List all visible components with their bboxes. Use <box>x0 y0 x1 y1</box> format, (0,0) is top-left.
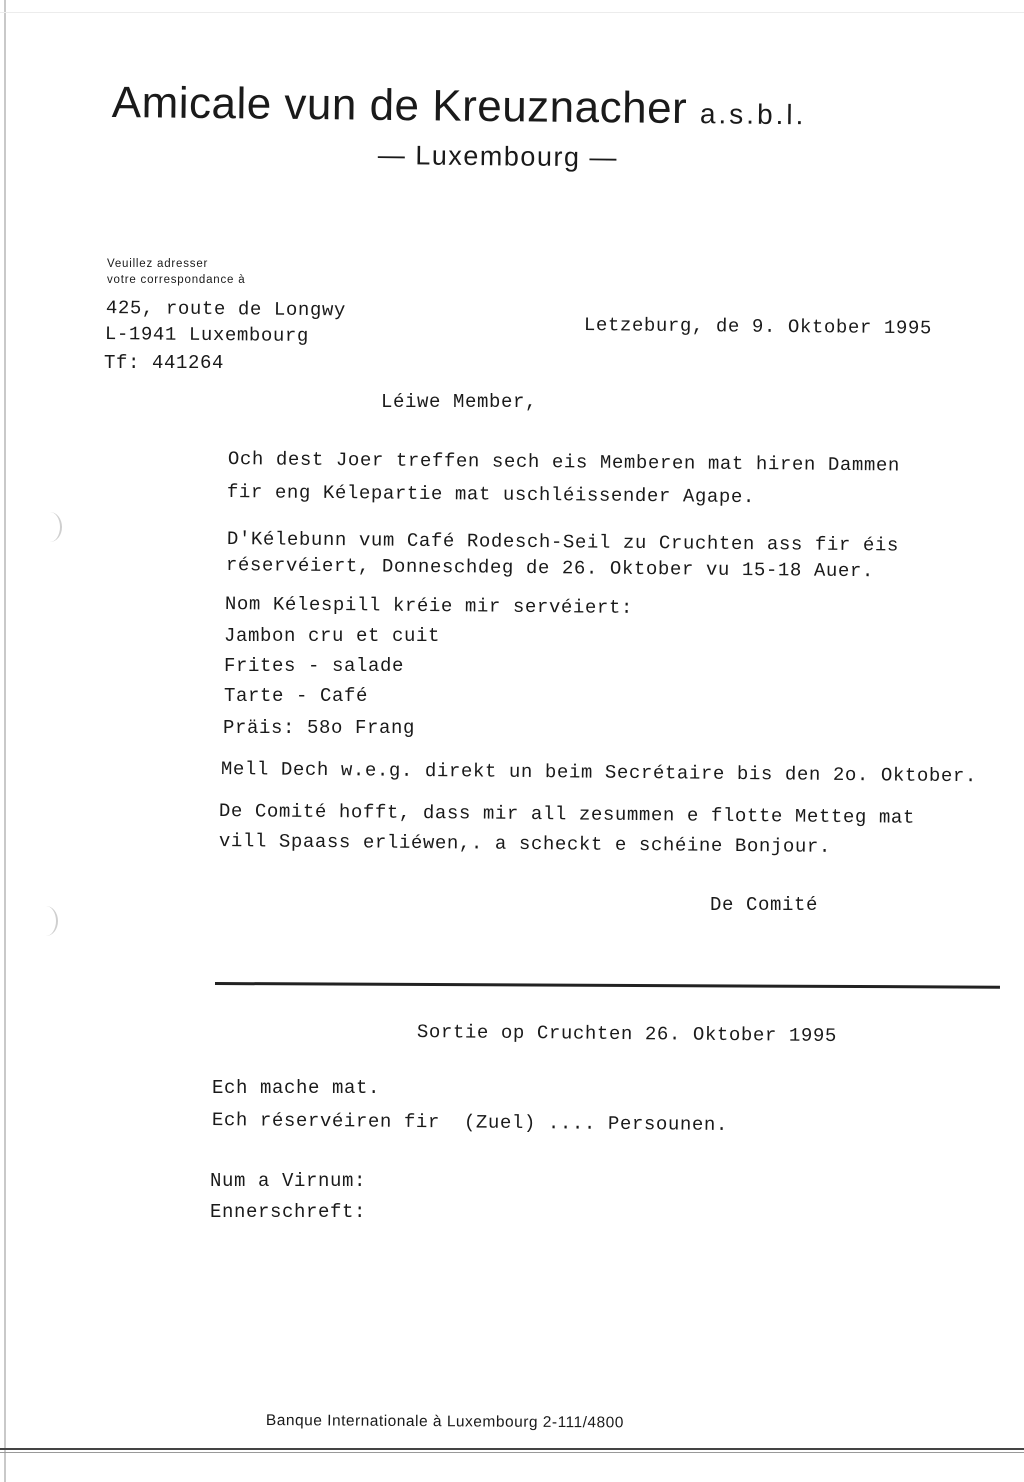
body-line: D'Kélebunn vum Café Rodesch-Seil zu Cruchten ass fir éis <box>226 528 900 557</box>
organization-name: Amicale vun de Kreuznacher <box>111 78 688 134</box>
body-line: Och dest Joer treffen sech eis Memberen mat hiren Dammen <box>227 448 901 477</box>
body-line: De Comité hofft, dass mir all zesummen e flotte Metteg mat <box>218 800 916 829</box>
form-signature-label: Ennerschreft: <box>210 1201 367 1223</box>
form-reserve-line: Ech réservéiren fir (Zuel) .... Persounen. <box>211 1109 729 1136</box>
organization-suffix: a.s.b.l. <box>699 98 807 131</box>
page-bottom-edge <box>0 1448 1024 1450</box>
sender-phone: Tf: 441264 <box>104 352 225 374</box>
form-name-label: Num a Virnum: <box>210 1170 367 1192</box>
punch-hole-mark <box>38 512 62 542</box>
letter-date: Letzeburg, de 9. Oktober 1995 <box>583 314 933 340</box>
form-title: Sortie op Cruchten 26. Oktober 1995 <box>416 1021 838 1048</box>
correspondence-note-line1: Veuillez adresser <box>107 258 209 270</box>
page-bottom-edge <box>0 1452 1024 1453</box>
punch-hole-mark <box>34 906 58 936</box>
menu-item: Jambon cru et cuit <box>224 625 441 647</box>
body-line: Mell Dech w.e.g. direkt un beim Secrétaire bis den 2o. Oktober. <box>220 758 978 788</box>
correspondence-note-line2: votre correspondance à <box>107 274 246 286</box>
organization-location: — Luxembourg — <box>377 140 619 173</box>
organization-title <box>111 78 806 135</box>
menu-item: Tarte - Café <box>224 685 369 707</box>
cut-line-divider <box>215 982 1000 989</box>
page-top-edge <box>0 12 1024 13</box>
sender-address-line1: 425, route de Longwy <box>105 297 347 322</box>
bank-details: Banque Internationale à Luxembourg 2-111/4800 <box>265 1412 625 1432</box>
menu-item: Frites - salade <box>224 655 405 677</box>
body-line: vill Spaass erliéwen,. a scheckt e schéine Bonjour. <box>218 830 832 858</box>
signature: De Comité <box>710 894 819 916</box>
menu-intro: Nom Kélespill kréie mir servéiert: <box>224 593 634 619</box>
form-participate-line: Ech mache mat. <box>212 1077 381 1099</box>
page-left-edge <box>4 0 6 1482</box>
body-line: réservéiert, Donneschdeg de 26. Oktober vu 15-18 Auer. <box>225 554 875 583</box>
salutation: Léiwe Member, <box>381 391 538 413</box>
body-line: fir eng Kélepartie mat uschléissender Agape. <box>226 481 756 509</box>
price-line: Präis: 58o Frang <box>223 717 416 739</box>
sender-address-line2: L-1941 Luxembourg <box>104 323 310 347</box>
